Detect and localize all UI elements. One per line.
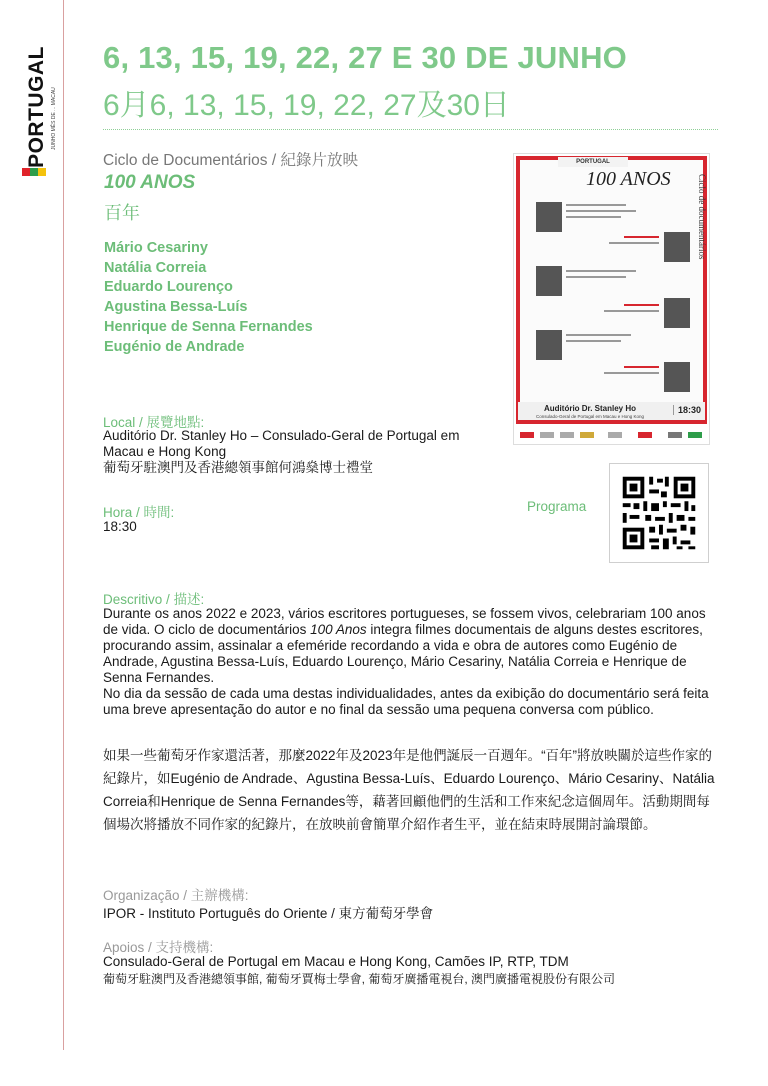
organizacao-value: IPOR - Instituto Português do Oriente / 東方葡萄牙學會 <box>103 906 434 921</box>
author-item: Mário Cesariny <box>104 240 208 256</box>
dotted-divider <box>103 129 718 130</box>
organizacao-label: Organização / 主辦機構: <box>103 888 249 903</box>
poster-line <box>604 310 659 312</box>
descritivo-p1-em: 100 Anos <box>310 622 367 637</box>
flag-icon <box>22 168 46 176</box>
poster-line <box>604 372 659 374</box>
local-line-pt: Auditório Dr. Stanley Ho – Consulado-Geral de Portugal em Macau e Hong Kong <box>103 428 460 459</box>
poster-line <box>566 216 621 218</box>
programa-label: Programa <box>527 499 587 514</box>
poster-title: 100 ANOS <box>586 168 671 190</box>
poster-photo <box>536 266 562 296</box>
poster-line <box>624 236 659 238</box>
poster-photo <box>664 362 690 392</box>
cycle-label: Ciclo de Documentários / 紀錄片放映 <box>103 152 358 169</box>
apoios-label: Apoios / 支持機構: <box>103 940 214 955</box>
authors-list <box>104 239 313 357</box>
dates-title-pt: 6, 13, 15, 19, 22, 27 E 30 DE JUNHO <box>103 40 627 75</box>
poster-photo <box>664 232 690 262</box>
sidebar-divider <box>63 0 64 1050</box>
author-item: Agustina Bessa-Luís <box>104 299 248 316</box>
poster-time: 18:30 <box>673 405 701 415</box>
local-text <box>103 428 503 476</box>
poster-line <box>566 210 636 212</box>
poster-sponsor-logos <box>518 429 707 441</box>
poster-line <box>609 242 659 244</box>
author-item: Eugénio de Andrade <box>104 338 245 355</box>
author-item: Natália Correia <box>104 259 207 276</box>
descritivo-p1-a: Durante os anos 2022 e 2023, vários escritores portugueses, se fossem vivos, celebrariam 100 anos de vida. O ciclo de documentários <box>103 606 706 637</box>
poster-photo <box>664 298 690 328</box>
event-poster <box>513 153 710 445</box>
descritivo-text-zh: 如果一些葡萄牙作家還活著，那麼2022年及2023年是他們誕辰一百週年。“百年”將放映關於這些作家的紀錄片，如Eugénio de Andrade、Agustina Bessa-Luís、Eduardo Lourenço、Mário Cesariny、Natália Correia和Henrique de Senna Fernandes等，藉著回顧他們的生活和工作來紀念這個周年。活動期間每個場次將播放不同作家的紀錄片，在放映前會簡單介紹作者生平，並在結束時展開討論環節。 <box>103 748 715 832</box>
apoios-value-zh: 葡萄牙駐澳門及香港總領事館, 葡萄牙賈梅士學會, 葡萄牙廣播電視台, 澳門廣播電視股份有限公司 <box>103 972 616 986</box>
poster-line <box>566 204 626 206</box>
poster-venue: Auditório Dr. Stanley Ho <box>544 404 637 413</box>
poster-line <box>624 366 659 368</box>
poster-line <box>566 340 621 342</box>
author-item: Eduardo Lourenço <box>104 279 233 296</box>
poster-header: PORTUGAL <box>558 157 628 167</box>
dates-title-zh: 6月6, 13, 15, 19, 22, 27及30日 <box>103 89 510 122</box>
event-title-pt: 100 ANOS <box>104 172 196 193</box>
poster-photo <box>536 330 562 360</box>
event-title-zh: 百年 <box>104 203 140 223</box>
portugal-logo <box>22 40 57 180</box>
poster-venue-sub: Consulado-Geral de Portugal em Macau e Hong Kong <box>536 414 645 419</box>
poster-line <box>566 276 626 278</box>
poster-line <box>566 270 636 272</box>
poster-line <box>624 304 659 306</box>
qr-code-icon[interactable] <box>609 463 709 563</box>
logo-small-text: JUNHO MÊS DE ... MACAU <box>51 87 57 150</box>
local-line-zh: 葡萄牙駐澳門及香港總領事館何鴻燊博士禮堂 <box>103 460 373 475</box>
descritivo-paragraph-2: No dia da sessão de cada uma destas individualidades, antes da exibição do documentário será feita uma breve apresentação do autor e no final da sessão uma pequena conversa com público. <box>103 686 709 717</box>
poster-line <box>566 334 631 336</box>
poster-side-text: Ciclo de documentários <box>697 174 707 260</box>
poster-photo <box>536 202 562 232</box>
descritivo-p1-b: integra filmes documentais de alguns destes escritores, procurando assim, assinalar a efeméride recordando a vida e obra de autores como Eugénio de Andrade, Agustina Bessa-Luís, Eduardo Lourenço, Mário Cesariny, Natália Correia e Henrique de Senna Fernandes. <box>103 622 703 685</box>
descritivo-label: Descritivo / 描述: <box>103 592 205 607</box>
author-item: Henrique de Senna Fernandes <box>104 318 313 335</box>
descritivo-paragraph-1 <box>103 606 723 686</box>
apoios-value: Consulado-Geral de Portugal em Macau e Hong Kong, Camões IP, RTP, TDM <box>103 954 569 969</box>
logo-text: PORTUGAL <box>25 46 48 168</box>
hora-label: Hora / 時間: <box>103 505 175 520</box>
descritivo-text-pt <box>103 606 723 718</box>
hora-value: 18:30 <box>103 519 137 534</box>
local-label: Local / 展覽地點: <box>103 415 205 430</box>
